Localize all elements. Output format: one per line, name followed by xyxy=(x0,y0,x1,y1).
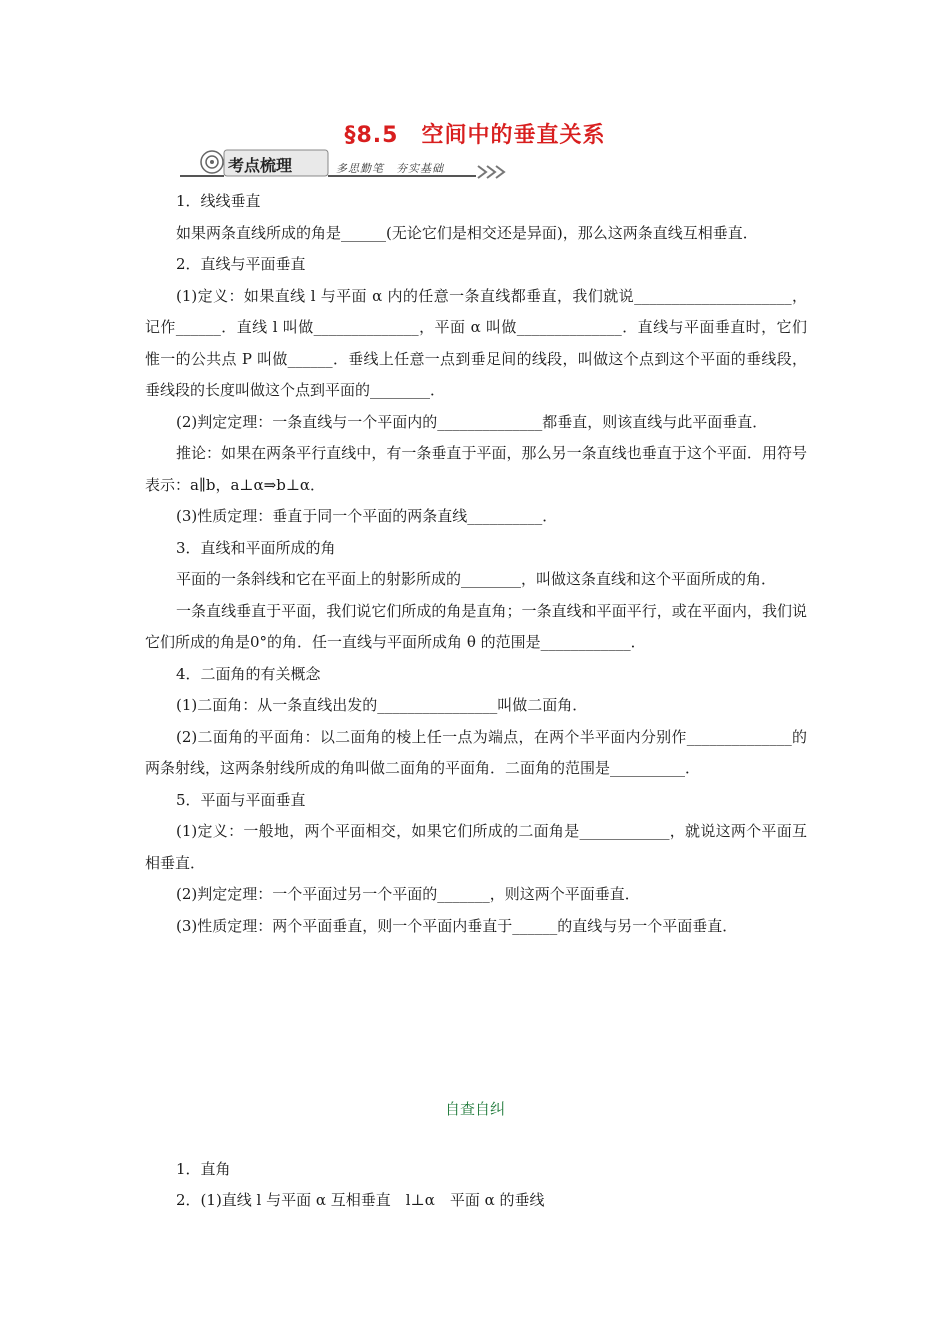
self-check-title: 自查自纠 xyxy=(444,1100,505,1118)
banner-subtitle: 多思勤笔 夯实基础 xyxy=(336,162,444,175)
paragraph: 平面的一条斜线和它在平面上的射影所成的________，叫做这条直线和这个平面所成的角． xyxy=(176,570,777,588)
paragraph: (3)性质定理：两个平面垂直，则一个平面内垂直于______的直线与另一个平面垂直． xyxy=(176,916,738,935)
paragraph: (3)性质定理：垂直于同一个平面的两条直线__________． xyxy=(176,507,558,525)
paragraph: (2)判定定理：一条直线与一个平面内的______________都垂直，则该直线与此平面垂直． xyxy=(176,412,768,431)
banner-label: 考点梳理 xyxy=(228,156,293,175)
paragraph: 如果两条直线所成的角是______(无论它们是相交还是异面)，那么这两条直线互相垂直． xyxy=(176,223,758,242)
paragraph: (1)定义：如果直线 l 与平面 α 内的任意一条直线都垂直，我们就说_____________________，记作______．直线 l 叫做______________，平面 α 叫做______________．直线与平面垂直时，它们惟一的公共点 P 叫做______．垂线上任意一点到垂足间的线段，叫做这个点到这个平面的垂线段，垂线段的长度叫做这个点到平面的________． xyxy=(145,286,807,399)
main-content xyxy=(145,186,807,942)
paragraph: (2)判定定理：一个平面过另一个平面的_______，则这两个平面垂直． xyxy=(176,885,640,903)
paragraph: (1)定义：一般地，两个平面相交，如果它们所成的二面角是____________，就说这两个平面互相垂直． xyxy=(145,822,807,872)
heading-1: 1．线线垂直 xyxy=(176,192,261,210)
heading-2: 2．直线与平面垂直 xyxy=(176,255,306,273)
answers-section xyxy=(145,1154,807,1216)
paragraph: 推论：如果在两条平行直线中，有一条垂直于平面，那么另一条直线也垂直于这个平面．用符号表示：a∥b，a⊥α⇒b⊥α． xyxy=(145,444,807,494)
heading-5: 5．平面与平面垂直 xyxy=(176,790,306,809)
page-title: §8.5 空间中的垂直关系 xyxy=(344,123,606,148)
paragraph: 一条直线垂直于平面，我们说它们所成的角是直角；一条直线和平面平行，或在平面内，我们说它们所成的角是0°的角．任一直线与平面所成角 θ 的范围是____________． xyxy=(145,601,807,651)
section-banner xyxy=(176,146,506,180)
heading-3: 3．直线和平面所成的角 xyxy=(176,538,336,557)
answer-item: 1．直角 xyxy=(176,1160,231,1178)
heading-4: 4．二面角的有关概念 xyxy=(176,664,321,683)
answer-item: 2．(1)直线 l 与平面 α 互相垂直 l⊥α 平面 α 的垂线 xyxy=(176,1191,545,1209)
paragraph: (2)二面角的平面角：以二面角的棱上任一点为端点，在两个半平面内分别作______________的两条射线，这两条射线所成的角叫做二面角的平面角．二面角的范围是__________． xyxy=(145,727,807,777)
paragraph: (1)二面角：从一条直线出发的________________叫做二面角． xyxy=(176,696,588,714)
